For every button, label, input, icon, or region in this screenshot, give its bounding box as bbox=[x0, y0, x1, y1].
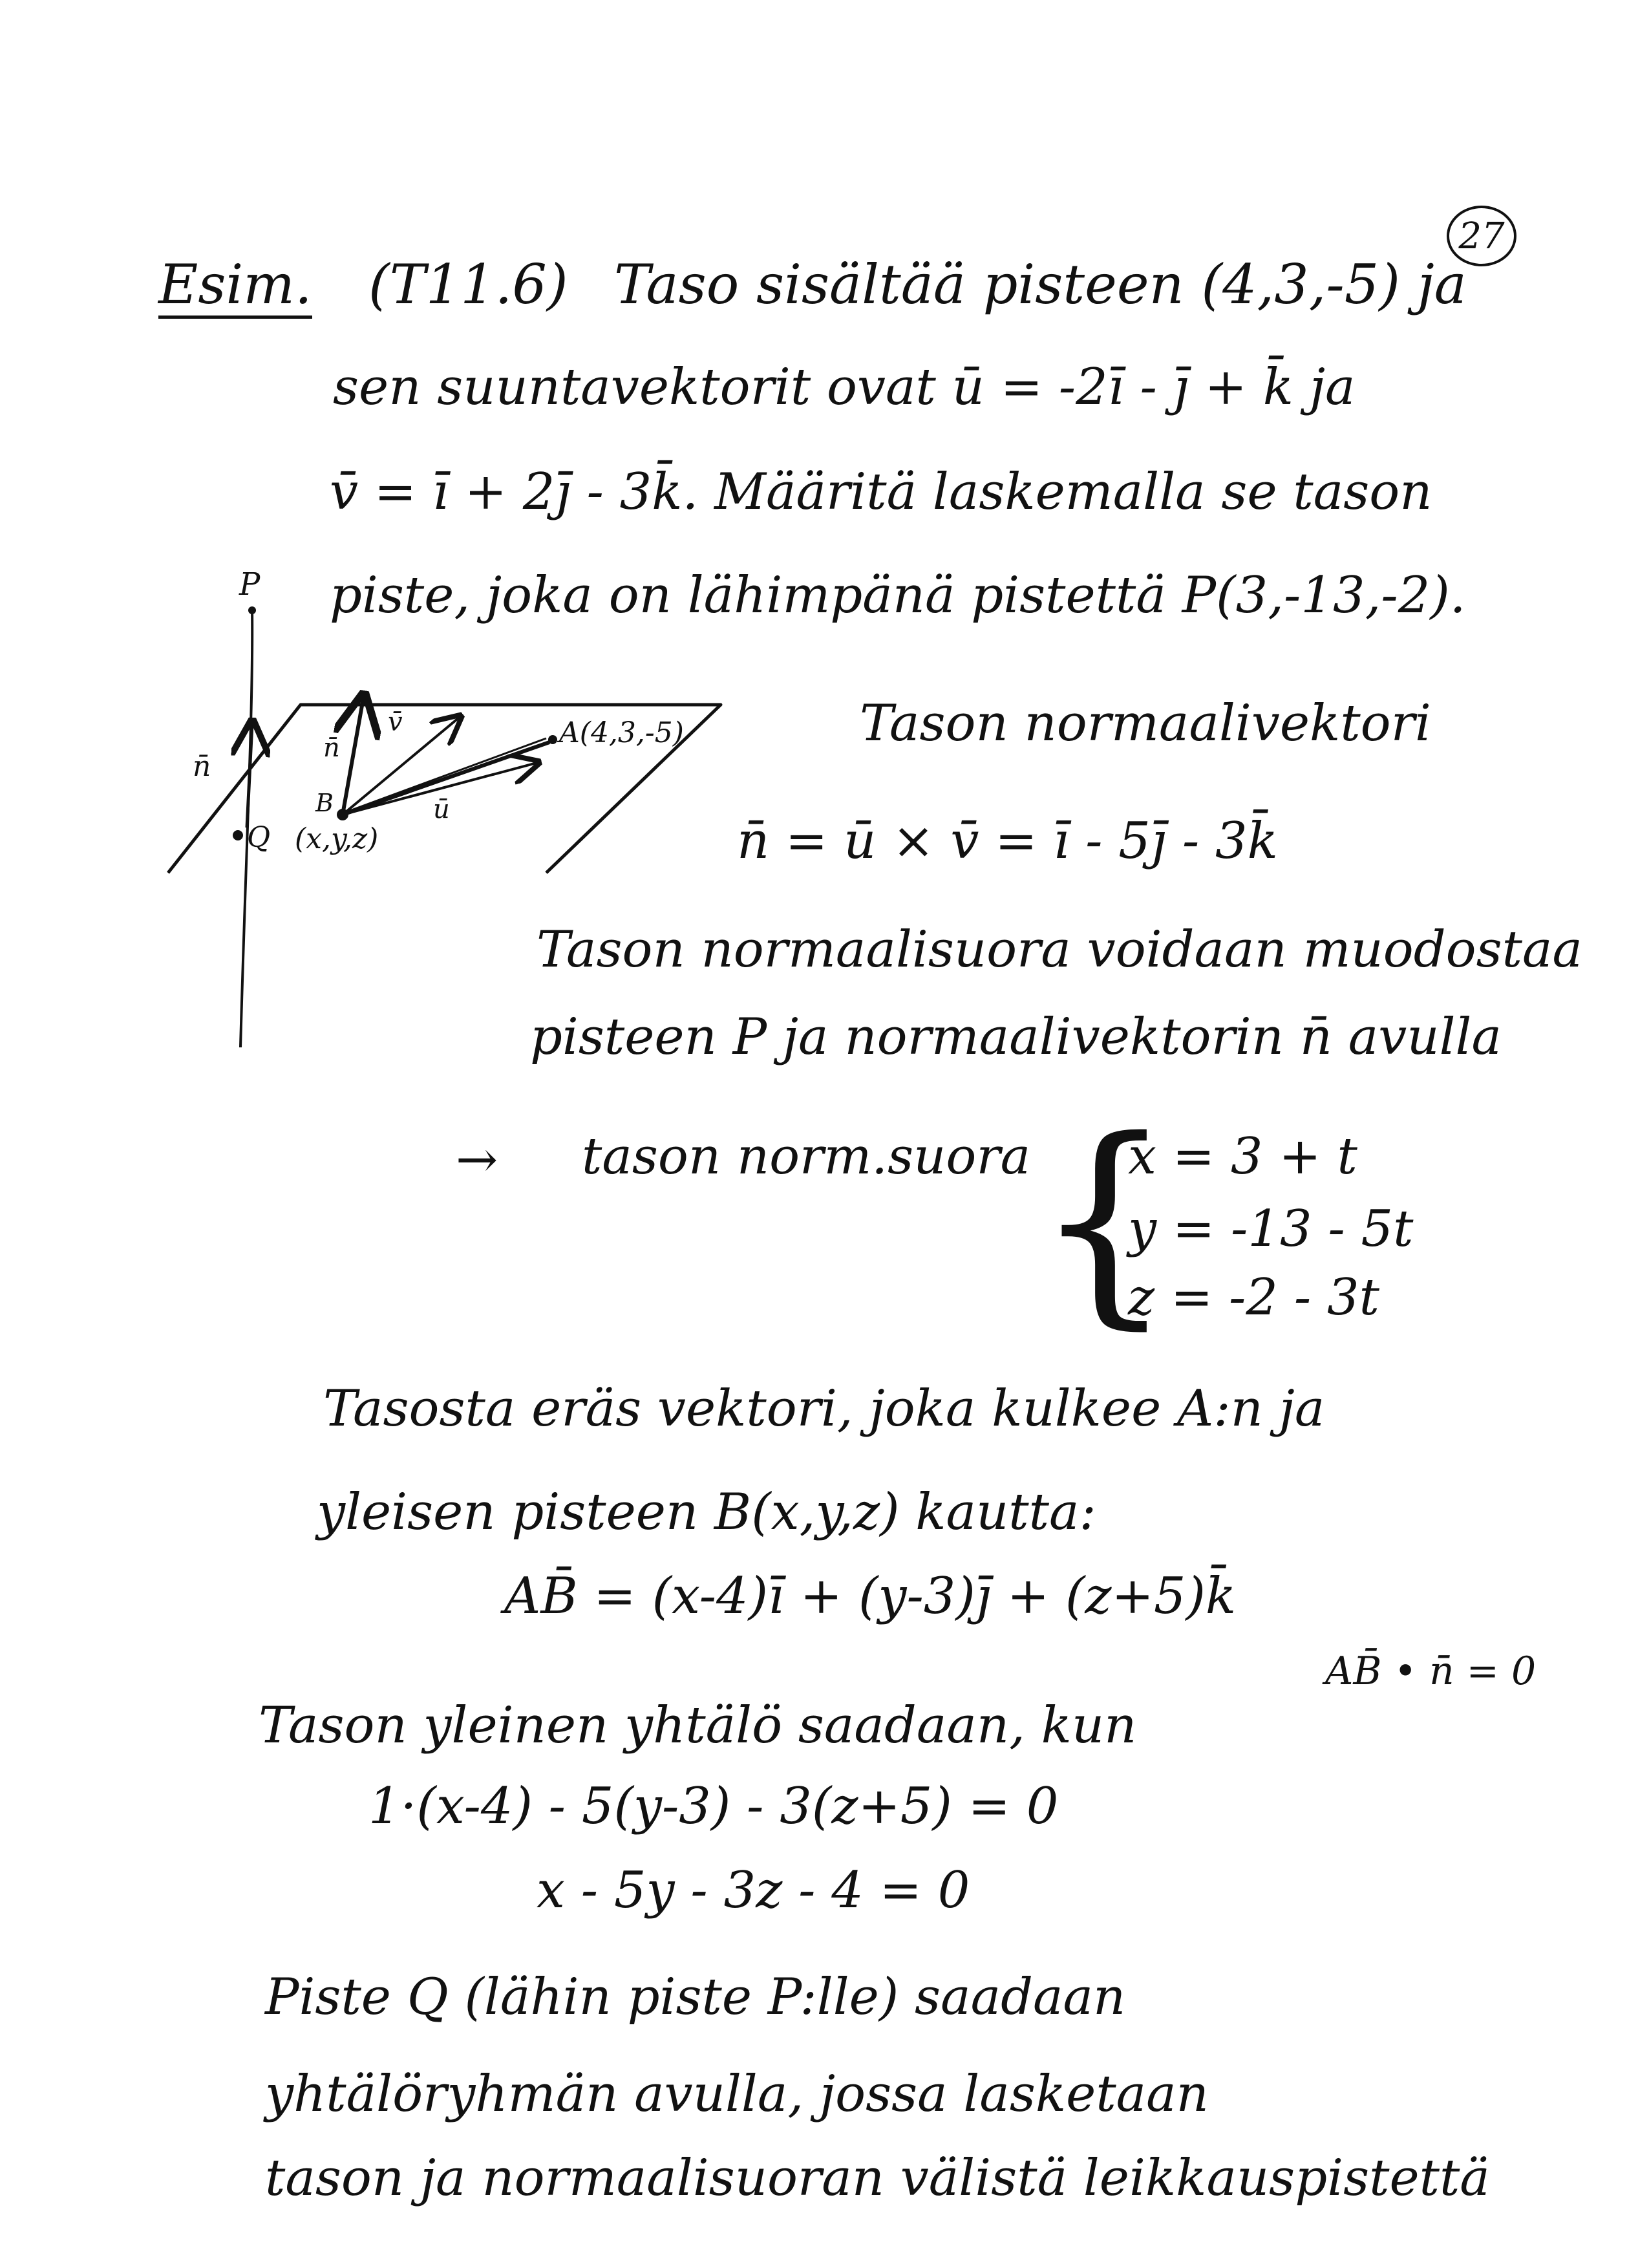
label-Q: Q bbox=[247, 821, 271, 854]
normal-line-eq-z: z = -2 - 3t bbox=[1128, 1268, 1379, 1327]
label-A: A(4,3,-5) bbox=[559, 716, 684, 749]
point-A bbox=[548, 735, 557, 744]
general-equation-condition: AB̄ • n̄ = 0 bbox=[1325, 1649, 1537, 1694]
label-n-inner: n̄ bbox=[323, 733, 340, 763]
label-n-left: n̄ bbox=[193, 750, 211, 783]
problem-line-4: piste, joka on lähimpänä pistettä P(3,-13,-2). bbox=[330, 566, 1466, 625]
plane-vector-equation: AB̄ = (x-4)ī + (y-3)j̄ + (z+5)k̄ bbox=[504, 1567, 1237, 1625]
label-P: P bbox=[239, 569, 261, 603]
plane-vector-text-1: Tasosta eräs vektori, joka kulkee A:n ja bbox=[323, 1380, 1325, 1438]
conclusion-line-1: Piste Q (lähin piste P:lle) saadaan bbox=[265, 1968, 1126, 2026]
page-number: 27 bbox=[1447, 206, 1516, 266]
label-B-coords: (x,y,z) bbox=[295, 822, 379, 855]
normal-line-text-1: Tason normaalisuora voidaan muodostaa bbox=[537, 921, 1583, 979]
label-u: ū bbox=[433, 795, 450, 824]
problem-label: Esim. bbox=[158, 257, 312, 319]
conclusion-line-3: tason ja normaalisuoran välistä leikkauspistettä bbox=[265, 2149, 1490, 2207]
normal-line-text-2: pisteen P ja normaalivektorin n̄ avulla bbox=[530, 1008, 1502, 1066]
system-brace: { bbox=[1034, 1093, 1175, 1349]
normal-vector-equation: n̄ = ū × v̄ = ī - 5j̄ - 3k̄ bbox=[737, 812, 1278, 870]
general-equation-eq1: 1·(x-4) - 5(y-3) - 3(z+5) = 0 bbox=[368, 1777, 1059, 1835]
normal-line-label: tason norm.suora bbox=[582, 1128, 1031, 1186]
normal-line-eq-y: y = -13 - 5t bbox=[1128, 1200, 1414, 1258]
n-arrow-inner bbox=[343, 698, 363, 815]
normal-line-arrow: → bbox=[456, 1131, 498, 1189]
general-equation-text: Tason yleinen yhtälö saadaan, kun bbox=[259, 1696, 1137, 1755]
general-equation-eq2: x - 5y - 3z - 4 = 0 bbox=[537, 1861, 970, 1920]
point-Q bbox=[233, 830, 243, 840]
point-B bbox=[337, 809, 348, 820]
problem-line-3: v̄ = ī + 2j̄ - 3k̄. Määritä laskemalla se tason bbox=[330, 463, 1432, 521]
normal-line-eq-x: x = 3 + t bbox=[1128, 1128, 1357, 1186]
label-B: B bbox=[315, 789, 334, 817]
problem-line-1: Taso sisältää pisteen (4,3,-5) ja bbox=[614, 253, 1467, 316]
normal-vector-heading: Tason normaalivektori bbox=[860, 694, 1431, 753]
problem-reference: (T11.6) bbox=[368, 253, 568, 316]
conclusion-line-2: yhtälöryhmän avulla, jossa lasketaan bbox=[265, 2065, 1209, 2123]
point-P bbox=[248, 606, 256, 614]
label-v: v̄ bbox=[388, 707, 403, 737]
plane-vector-text-2: yleisen pisteen B(x,y,z) kautta: bbox=[317, 1483, 1096, 1541]
problem-line-2: sen suuntavektorit ovat ū = -2ī - j̄ + k̄ ja bbox=[333, 358, 1356, 416]
